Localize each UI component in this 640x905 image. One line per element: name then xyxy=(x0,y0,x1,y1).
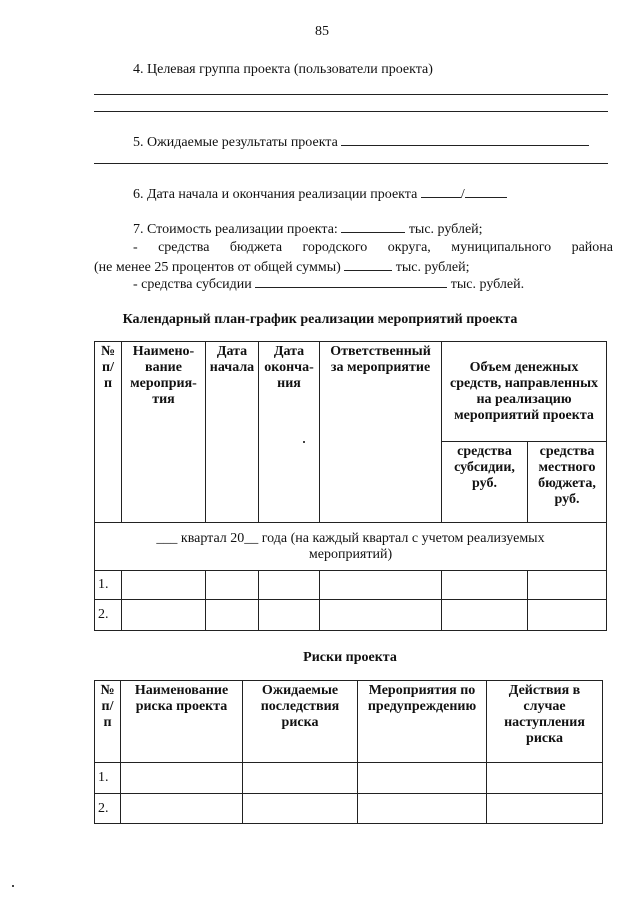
schedule-quarter-row: ___ квартал 20__ года (на каждый квартал с учетом реализуемых мероприятий) xyxy=(95,523,607,571)
item-cost: 7. Стоимость реализации проекта: тыс. рублей; xyxy=(133,222,483,237)
risks-header-consequences: Ожидаемые последствия риска xyxy=(243,681,358,763)
fill-line xyxy=(94,94,608,95)
schedule-header-responsible: Ответственный за мероприятие xyxy=(320,342,442,523)
schedule-header-start: Дата начала xyxy=(206,342,259,523)
scan-speck xyxy=(12,885,14,887)
schedule-header-local: средства местного бюджета, руб. xyxy=(528,442,607,523)
cell-empty[interactable] xyxy=(320,600,442,631)
cell-empty[interactable] xyxy=(206,600,259,631)
fill-line xyxy=(94,111,608,112)
cell-empty[interactable] xyxy=(243,794,358,824)
cell-empty[interactable] xyxy=(487,794,603,824)
cell-empty[interactable] xyxy=(358,794,487,824)
page-number: 85 xyxy=(315,24,329,39)
fill-line xyxy=(94,163,608,164)
cell-empty[interactable] xyxy=(442,600,528,631)
risks-header-prevention: Мероприятия по предупреждению xyxy=(358,681,487,763)
cell-empty[interactable] xyxy=(358,763,487,794)
item-cost-budget: - средства бюджета городского округа, муниципального района xyxy=(133,240,613,255)
cell-empty[interactable] xyxy=(122,600,206,631)
item-cost-subsidy: - средства субсидии тыс. рублей. xyxy=(133,277,525,292)
fill-blank xyxy=(341,220,405,233)
table-row xyxy=(95,794,603,824)
schedule-header-funds: Объем денежных средств, направленных на реализацию мероприятий проекта xyxy=(442,342,607,442)
schedule-header-end: Дата оконча-ния xyxy=(259,342,320,523)
schedule-header-name: Наимено-вание мероприя-тия xyxy=(122,342,206,523)
risks-title: Риски проекта xyxy=(303,650,397,665)
cell-empty[interactable] xyxy=(121,763,243,794)
fill-blank xyxy=(341,133,589,146)
table-row xyxy=(95,571,607,600)
cell-empty[interactable] xyxy=(487,763,603,794)
row-number: 1. xyxy=(95,763,121,794)
table-row xyxy=(95,600,607,631)
cell-empty[interactable] xyxy=(121,794,243,824)
cell-empty[interactable] xyxy=(259,571,320,600)
row-number: 2. xyxy=(95,600,122,631)
cell-empty[interactable] xyxy=(442,571,528,600)
risks-header-actions: Действия в случае наступления риска xyxy=(487,681,603,763)
row-number: 2. xyxy=(95,794,121,824)
cell-empty[interactable] xyxy=(243,763,358,794)
cell-empty[interactable] xyxy=(528,600,607,631)
risks-header-name: Наименование риска проекта xyxy=(121,681,243,763)
fill-blank xyxy=(344,258,392,271)
schedule-title: Календарный план-график реализации мероприятий проекта xyxy=(122,312,518,327)
cell-empty[interactable] xyxy=(122,571,206,600)
fill-blank xyxy=(255,275,447,288)
cell-empty[interactable] xyxy=(320,571,442,600)
cell-empty[interactable] xyxy=(528,571,607,600)
item-expected-results: 5. Ожидаемые результаты проекта xyxy=(133,133,589,151)
schedule-table xyxy=(94,341,607,631)
item-dates: 6. Дата начала и окончания реализации проекта / xyxy=(133,185,507,203)
risks-table xyxy=(94,680,603,824)
item-target-group: 4. Целевая группа проекта (пользователи проекта) xyxy=(133,62,433,77)
cell-empty[interactable] xyxy=(206,571,259,600)
risks-header-num: № п/п xyxy=(95,681,121,763)
item-cost-budget-cont: (не менее 25 процентов от общей суммы) тыс. рублей; xyxy=(94,260,470,275)
scan-speck xyxy=(303,441,305,443)
row-number: 1. xyxy=(95,571,122,600)
schedule-header-subsidy: средства субсидии, руб. xyxy=(442,442,528,523)
fill-blank xyxy=(421,185,461,198)
fill-blank xyxy=(465,185,507,198)
schedule-header-num: № п/п xyxy=(95,342,122,523)
cell-empty[interactable] xyxy=(259,600,320,631)
table-row xyxy=(95,763,603,794)
